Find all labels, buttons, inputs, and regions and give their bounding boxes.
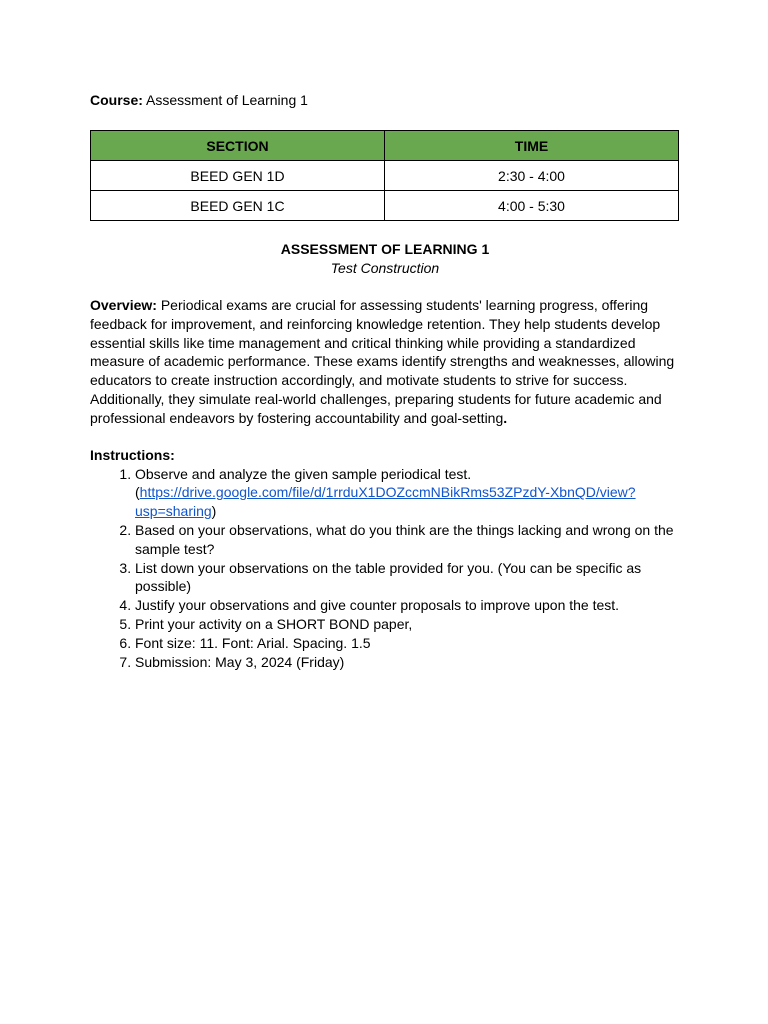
overview-text: Periodical exams are crucial for assessing students' learning progress, offering feedback for improvement, and reinforcing knowledge retention. They help students develop essential skills like time management and critical thinking while providing a standardized measure of academic performance. These exams identify strengths and weaknesses, allowing educators to create instruction accordingly, and motivate students to strive for success. Additionally, they simulate real-world challenges, preparing students for future academic and professional endeavors by fostering accountability and goal-setting <box>90 297 675 426</box>
instructions-heading: Instructions: <box>90 446 175 463</box>
document-page <box>90 91 680 671</box>
table-header-row <box>91 131 679 161</box>
cell-time: 2:30 - 4:00 <box>385 161 679 191</box>
list-item <box>135 465 680 521</box>
cell-time: 4:00 - 5:30 <box>385 191 679 221</box>
list-item: 2. Based on your observations, what do you think are the things lacking and wrong on the sample test? <box>135 521 680 559</box>
paren-open: ( <box>135 484 140 501</box>
list-item: 7. Submission: May 3, 2024 (Friday) <box>135 653 680 672</box>
overview-end: . <box>503 409 508 426</box>
header-section: SECTION <box>91 131 385 161</box>
sample-test-link[interactable]: https://drive.google.com/file/d/1rrduX1DOZccmNBikRms53ZPzdY-XbnQD/view?usp=sharing <box>135 484 636 520</box>
header-time: TIME <box>385 131 679 161</box>
instructions-list <box>90 465 680 672</box>
course-value: Assessment of Learning 1 <box>146 92 308 108</box>
list-item: 3. List down your observations on the table provided for you. (You can be specific as possible) <box>135 559 680 597</box>
list-item: 4. Justify your observations and give counter proposals to improve upon the test. <box>135 596 680 615</box>
cell-section: BEED GEN 1D <box>91 161 385 191</box>
cell-section: BEED GEN 1C <box>91 191 385 221</box>
document-title: ASSESSMENT OF LEARNING 1 <box>280 241 490 257</box>
paren-close: ) <box>211 503 217 520</box>
table-row <box>91 161 679 191</box>
overview-label: Overview: <box>90 297 157 313</box>
table-row <box>91 191 679 221</box>
overview-paragraph <box>90 296 680 428</box>
list-item: 6. Font size: 11. Font: Arial. Spacing. 1.5 <box>135 634 680 653</box>
list-item: 5. Print your activity on a SHORT BOND paper, <box>135 615 680 634</box>
course-line <box>90 91 680 110</box>
instruction-text: Observe and analyze the given sample periodical test. <box>135 465 472 482</box>
document-subtitle: Test Construction <box>330 260 440 276</box>
course-label: Course: <box>90 92 143 108</box>
schedule-table <box>90 130 679 221</box>
title-block <box>90 240 680 278</box>
